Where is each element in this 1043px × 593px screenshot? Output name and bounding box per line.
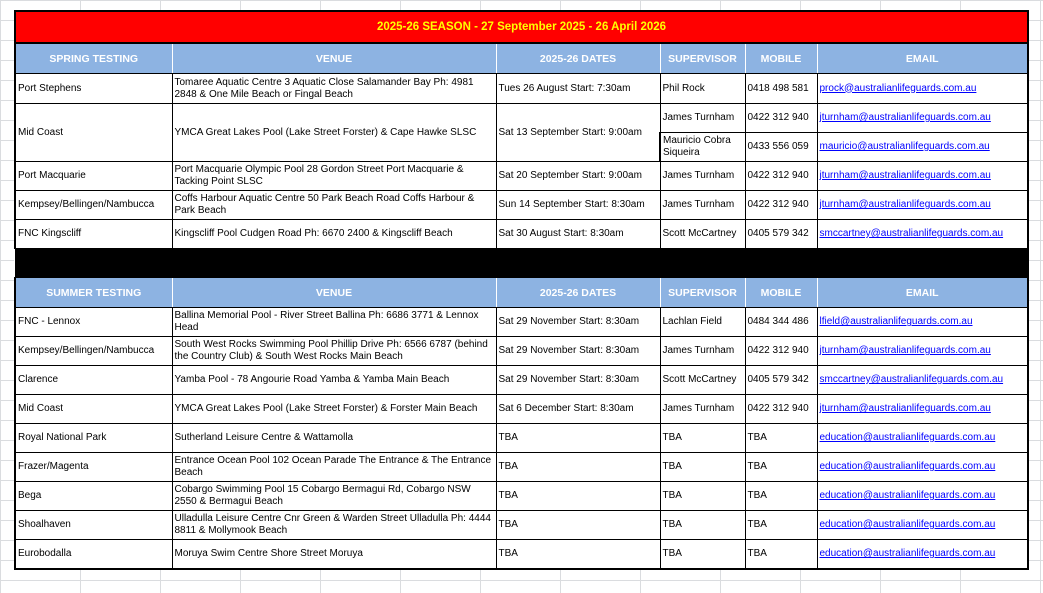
email-text[interactable]: education@australianlifeguards.com.au [819,432,996,443]
spring-section-header: SPRING TESTING [15,43,172,74]
email-link[interactable] [817,162,1028,191]
table-row [15,74,1028,104]
divider-cell [15,249,1028,278]
venue-cell[interactable]: Kingscliff Pool Cudgen Road Ph: 6670 2400 & Kingscliff Beach [172,220,496,249]
dates-cell[interactable]: TBA [496,540,660,570]
email-link[interactable] [817,540,1028,570]
table-row [15,424,1028,453]
schedule-sheet [14,10,1027,570]
section-divider [15,249,1028,278]
dates-cell[interactable]: Sat 29 November Start: 8:30am [496,366,660,395]
region-cell[interactable]: FNC Kingscliff [15,220,172,249]
email-text[interactable]: education@australianlifeguards.com.au [819,519,996,530]
email-link[interactable] [817,337,1028,366]
region-cell[interactable]: Mid Coast [15,395,172,424]
venue-cell[interactable]: Moruya Swim Centre Shore Street Moruya [172,540,496,570]
dates-cell[interactable]: TBA [496,511,660,540]
region-cell[interactable]: Shoalhaven [15,511,172,540]
email-link[interactable] [817,482,1028,511]
region-cell[interactable]: Kempsey/Bellingen/Nambucca [15,337,172,366]
season-title: 2025-26 SEASON - 27 September 2025 - 26 April 2026 [15,11,1028,43]
mobile-cell[interactable]: 0405 579 342 [745,366,817,395]
venue-cell[interactable]: Port Macquarie Olympic Pool 28 Gordon Street Port Macquarie & Tacking Point SLSC [172,162,496,191]
dates-cell[interactable]: Tues 26 August Start: 7:30am [496,74,660,104]
region-cell[interactable]: Bega [15,482,172,511]
email-text[interactable]: lfield@australianlifeguards.com.au [819,316,973,327]
table-row [15,308,1028,337]
venue-cell[interactable]: Ballina Memorial Pool - River Street Ballina Ph: 6686 3771 & Lennox Head [172,308,496,337]
region-cell[interactable]: Clarence [15,366,172,395]
dates-cell[interactable]: TBA [496,453,660,482]
table-row [15,540,1028,570]
supervisor-cell[interactable]: TBA [660,540,745,570]
email-text[interactable]: education@australianlifeguards.com.au [819,490,996,501]
table-row [15,511,1028,540]
email-link[interactable] [817,133,1028,162]
supervisor-cell[interactable]: TBA [660,511,745,540]
email-link[interactable] [817,424,1028,453]
venue-column-header: VENUE [172,43,496,74]
email-text[interactable]: education@australianlifeguards.com.au [819,548,996,559]
supervisor-cell[interactable]: James Turnham [660,162,745,191]
email-link[interactable] [817,74,1028,104]
supervisor-cell[interactable]: James Turnham [660,337,745,366]
venue-cell[interactable]: YMCA Great Lakes Pool (Lake Street Forster) & Forster Main Beach [172,395,496,424]
spring-header-row [15,43,1028,74]
supervisor-column-header: SUPERVISOR [660,43,745,74]
mobile-column-header: MOBILE [745,278,817,308]
mobile-cell[interactable]: TBA [745,424,817,453]
email-text[interactable]: jturnham@australianlifeguards.com.au [819,403,991,414]
email-text[interactable]: prock@australianlifeguards.com.au [819,82,977,94]
dates-cell[interactable]: Sat 13 September Start: 9:00am [496,104,660,162]
venue-cell[interactable]: Entrance Ocean Pool 102 Ocean Parade The Entrance & The Entrance Beach [172,453,496,482]
dates-cell[interactable]: Sat 20 September Start: 9:00am [496,162,660,191]
mobile-cell[interactable]: 0405 579 342 [745,220,817,249]
supervisor-cell[interactable]: TBA [660,482,745,511]
dates-cell[interactable]: TBA [496,424,660,453]
supervisor-cell[interactable]: James Turnham [660,104,745,133]
table-row [15,337,1028,366]
supervisor-cell[interactable]: James Turnham [660,191,745,220]
region-cell[interactable]: Port Stephens [15,74,172,104]
mobile-cell[interactable]: 0422 312 940 [745,337,817,366]
email-text[interactable]: jturnham@australianlifeguards.com.au [819,170,991,181]
region-cell[interactable]: Kempsey/Bellingen/Nambucca [15,191,172,220]
mobile-column-header: MOBILE [745,43,817,74]
table-row [15,395,1028,424]
dates-cell[interactable]: Sat 29 November Start: 8:30am [496,308,660,337]
email-link[interactable] [817,453,1028,482]
email-link[interactable] [817,308,1028,337]
region-cell[interactable]: Mid Coast [15,104,172,162]
table-row [15,453,1028,482]
venue-cell[interactable]: Coffs Harbour Aquatic Centre 50 Park Beach Road Coffs Harbour & Park Beach [172,191,496,220]
email-text[interactable]: jturnham@australianlifeguards.com.au [819,199,991,210]
supervisor-column-header: SUPERVISOR [660,278,745,308]
supervisor-cell[interactable]: Lachlan Field [660,308,745,337]
mobile-cell[interactable]: 0422 312 940 [745,104,817,133]
summer-section-header: SUMMER TESTING [15,278,172,308]
table-row [15,104,1028,133]
email-column-header: EMAIL [817,43,1028,74]
email-text[interactable]: mauricio@australianlifeguards.com.au [819,141,990,152]
email-text[interactable]: education@australianlifeguards.com.au [819,461,996,472]
email-link[interactable] [817,395,1028,424]
mobile-cell[interactable]: 0433 556 059 [745,133,817,162]
venue-cell[interactable]: Sutherland Leisure Centre & Wattamolla [172,424,496,453]
region-cell[interactable]: Royal National Park [15,424,172,453]
mobile-cell[interactable]: TBA [745,540,817,570]
mobile-cell[interactable]: 0422 312 940 [745,395,817,424]
table-row [15,162,1028,191]
table-row [15,482,1028,511]
email-text[interactable]: jturnham@australianlifeguards.com.au [819,112,991,123]
venue-cell[interactable]: South West Rocks Swimming Pool Phillip Drive Ph: 6566 6787 (behind the Country Club) & South West Rocks Main Beach [172,337,496,366]
mobile-cell[interactable]: 0484 344 486 [745,308,817,337]
supervisor-cell[interactable]: Phil Rock [660,74,745,104]
region-cell[interactable]: FNC - Lennox [15,308,172,337]
venue-cell[interactable]: YMCA Great Lakes Pool (Lake Street Forster) & Cape Hawke SLSC [172,104,496,162]
region-cell[interactable]: Port Macquarie [15,162,172,191]
email-link[interactable] [817,511,1028,540]
table-row [15,191,1028,220]
email-link[interactable] [817,220,1028,249]
supervisor-cell[interactable]: TBA [660,424,745,453]
dates-cell[interactable]: Sat 6 December Start: 8:30am [496,395,660,424]
testing-schedule-table [14,10,1029,570]
dates-cell[interactable]: Sat 29 November Start: 8:30am [496,337,660,366]
mobile-cell[interactable]: 0418 498 581 [745,74,817,104]
mobile-cell[interactable]: TBA [745,511,817,540]
email-link[interactable] [817,366,1028,395]
supervisor-cell[interactable]: Scott McCartney [660,220,745,249]
supervisor-cell[interactable]: TBA [660,453,745,482]
supervisor-cell[interactable]: Mauricio Cobra Siqueira [660,133,745,162]
email-text[interactable]: smccartney@australianlifeguards.com.au [819,228,1004,239]
region-cell[interactable]: Frazer/Magenta [15,453,172,482]
venue-column-header: VENUE [172,278,496,308]
table-row [15,366,1028,395]
dates-cell[interactable]: Sun 14 September Start: 8:30am [496,191,660,220]
table-row [15,220,1028,249]
mobile-cell[interactable]: TBA [745,453,817,482]
email-link[interactable] [817,191,1028,220]
supervisor-cell[interactable]: Scott McCartney [660,366,745,395]
email-link[interactable] [817,104,1028,133]
email-text[interactable]: jturnham@australianlifeguards.com.au [819,345,991,356]
dates-column-header: 2025-26 DATES [496,278,660,308]
supervisor-cell[interactable]: James Turnham [660,395,745,424]
venue-cell[interactable]: Tomaree Aquatic Centre 3 Aquatic Close Salamander Bay Ph: 4981 2848 & One Mile Beach or Fingal Beach [172,74,496,104]
mobile-cell[interactable]: TBA [745,482,817,511]
email-text[interactable]: smccartney@australianlifeguards.com.au [819,374,1004,385]
summer-header-row [15,278,1028,308]
dates-cell[interactable]: TBA [496,482,660,511]
venue-cell[interactable]: Yamba Pool - 78 Angourie Road Yamba & Yamba Main Beach [172,366,496,395]
venue-cell[interactable]: Ulladulla Leisure Centre Cnr Green & Warden Street Ulladulla Ph: 4444 8811 & Mollymook Beach [172,511,496,540]
email-column-header: EMAIL [817,278,1028,308]
dates-cell[interactable]: Sat 30 August Start: 8:30am [496,220,660,249]
region-cell[interactable]: Eurobodalla [15,540,172,570]
mobile-cell[interactable]: 0422 312 940 [745,162,817,191]
mobile-cell[interactable]: 0422 312 940 [745,191,817,220]
dates-column-header: 2025-26 DATES [496,43,660,74]
venue-cell[interactable]: Cobargo Swimming Pool 15 Cobargo Bermagui Rd, Cobargo NSW 2550 & Bermagui Beach [172,482,496,511]
